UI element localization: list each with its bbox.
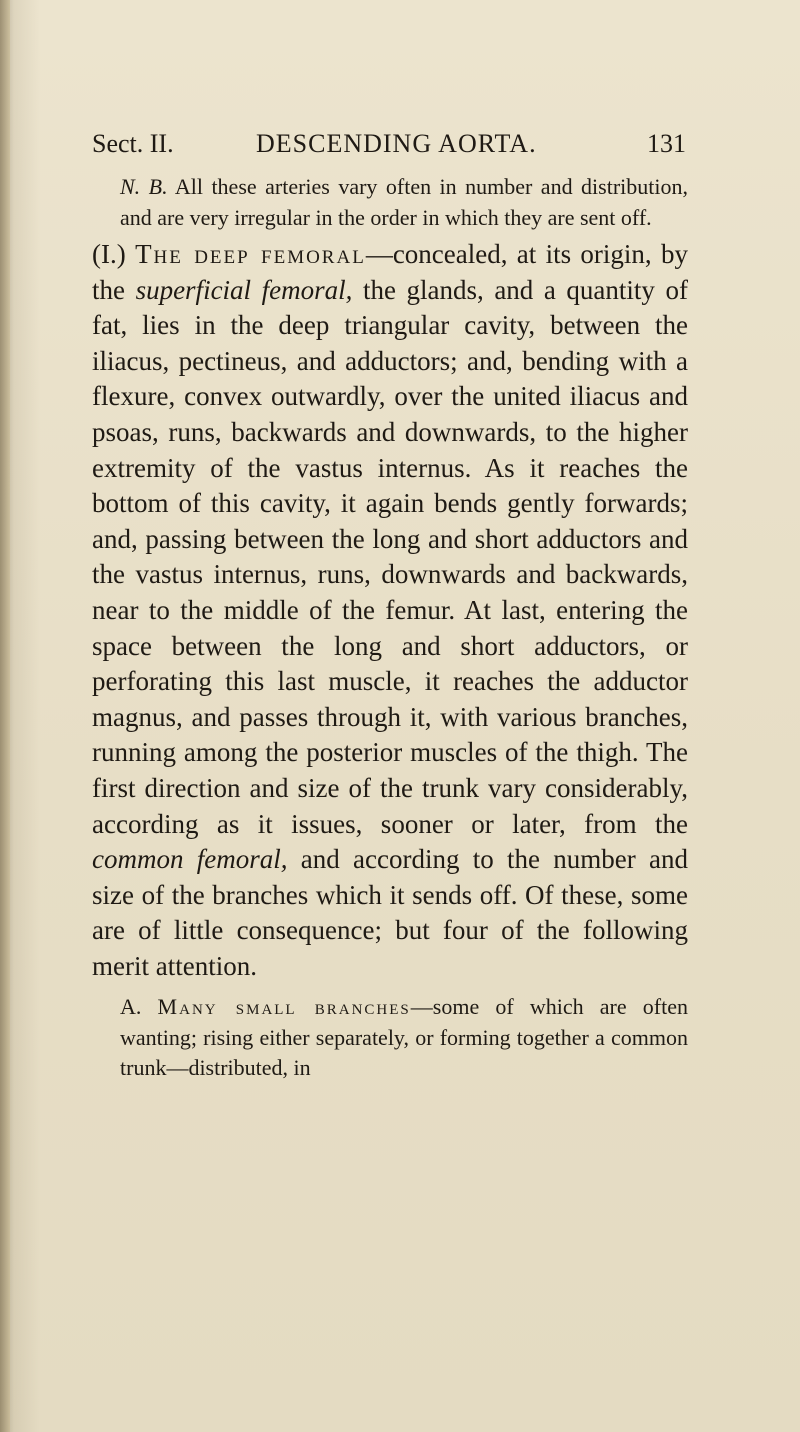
nota-bene-paragraph (92, 172, 688, 233)
paragraph-heading: The deep femoral (135, 239, 366, 269)
running-head (92, 124, 688, 164)
paragraph-italic-b: common femoral, (92, 844, 288, 875)
paragraph-text-b: the glands, and a quantity of fat, lies in the deep triangular cavity, between the iliacus, pectineus, and adductors; and, bending with a flexure, convex outwardly, over the united iliacus and psoas, runs, backwards and downwards, to the higher extremity of the vastus internus. As it reaches the bottom of this cavity, it again bends gently forwards; and, passing between the long and short adductors and the vastus internus, runs, downwards and backwards, near to the middle of the femur. At last, entering the space between the long and short adductors, or perforating this last muscle, it reaches the adductor magnus, and passes through it, with various branches, running among the posterior muscles of the thigh. The first direction and size of the trunk vary considerably, according as it issues, sooner or later, from the (92, 274, 688, 839)
nota-bene-text: All these arteries vary often in number and distribution, and are very irregular in the order in which they are sent off. (120, 174, 688, 230)
paragraph-text-c: and according to the number and size of the branches which it sends off. Of these, some are of little consequence; but four of the following merit attention. (92, 844, 688, 981)
deep-femoral-paragraph (92, 237, 688, 984)
page-gutter-shadow (0, 0, 10, 1432)
subsection-text: —some of which are often wanting; rising either separately, or forming together a common trunk—distributed, in (120, 994, 688, 1081)
small-branches-paragraph (92, 992, 688, 1084)
subsection-letter: A. (120, 994, 142, 1020)
page-number: 131 (647, 129, 686, 158)
paragraph-italic-a: superficial femoral, (135, 274, 353, 305)
section-label: Sect. II. (92, 129, 174, 158)
paragraph-number: (I.) (92, 239, 126, 269)
nota-bene-label: N. B. (120, 174, 168, 199)
page-content (92, 124, 688, 1084)
paragraph-text-a: —concealed, at its origin, by the (92, 239, 688, 305)
subsection-heading: Many small branches (157, 994, 411, 1020)
running-title: DESCENDING AORTA. (256, 129, 537, 158)
